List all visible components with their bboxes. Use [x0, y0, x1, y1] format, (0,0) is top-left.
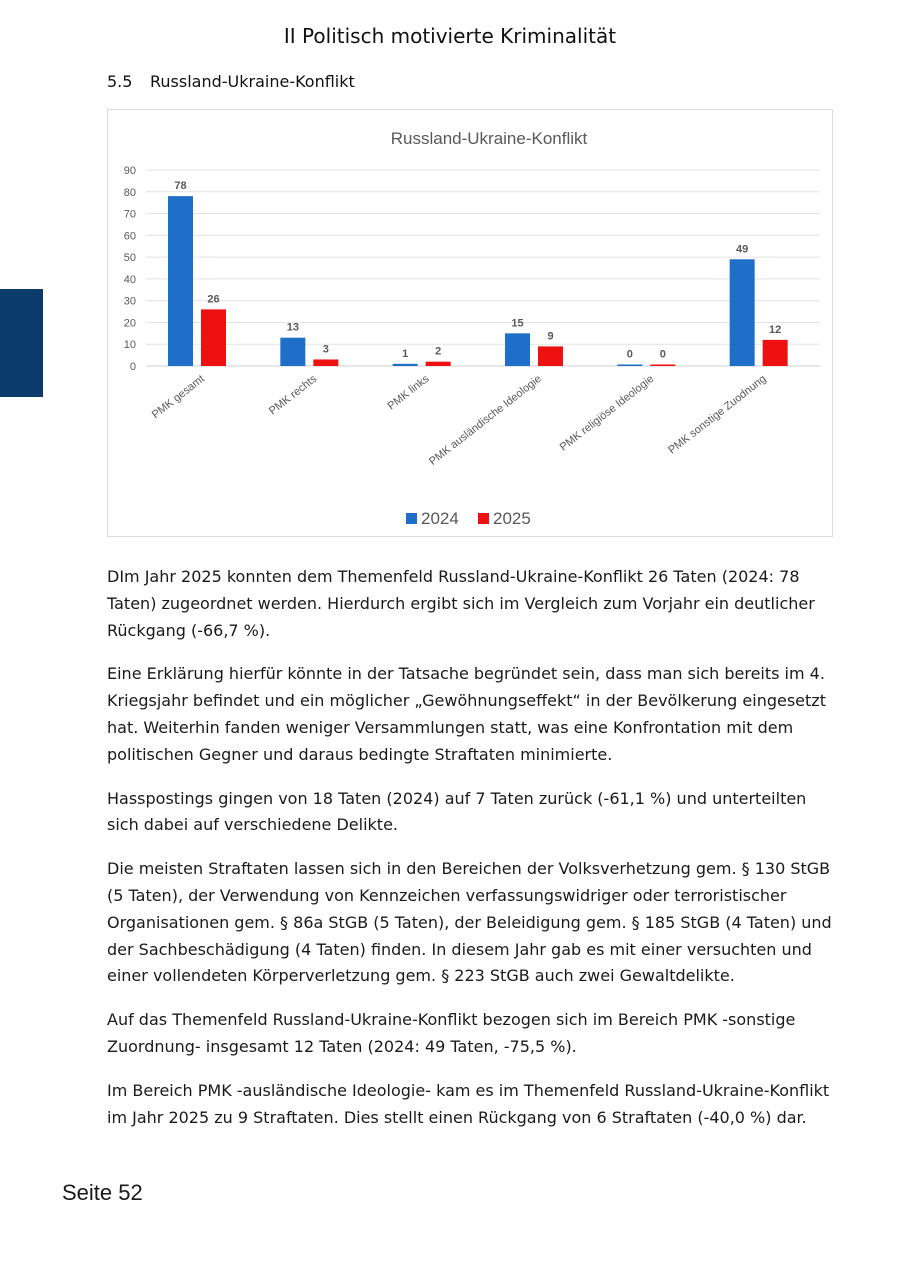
bar	[201, 309, 226, 366]
data-label: 0	[659, 348, 666, 361]
bar	[505, 333, 530, 366]
x-tick-label: PMK ausländische Ideologie	[427, 372, 544, 468]
y-tick-label: 90	[123, 165, 136, 177]
y-tick-label: 40	[123, 273, 136, 286]
paragraph: DIm Jahr 2025 konnten dem Themenfeld Russland-Ukraine-Konflikt 26 Taten (2024: 78 Taten) zugeordnet werden. Hierdurch ergibt sich im Vergleich zum Vorjahr ein deutlicher Rückgang (-66,7 %).	[107, 567, 815, 640]
section-heading	[107, 72, 355, 91]
data-label: 3	[322, 343, 329, 356]
legend-swatch	[406, 513, 417, 524]
y-tick-label: 20	[123, 317, 136, 330]
data-label: 15	[511, 317, 524, 330]
x-tick-label: PMK sonstige Zuodnung	[666, 372, 769, 457]
bar	[538, 346, 563, 366]
paragraph: Die meisten Straftaten lassen sich in den Bereichen der Volksverhetzung gem. § 130 StGB (5 Taten), der Verwendung von Kennzeichen verfassungswidriger oder terroristischer Organisationen gem. § 86a StGB (5 Taten), der Beleidigung gem. § 185 StGB (4 Taten) und der Sachbeschädigung (4 Taten) finden. In diesem Jahr gab es mit einer versuchten und einer vollendeten Körperverletzung gem. § 223 StGB auch zwei Gewaltdelikte.	[107, 859, 832, 986]
x-tick-label: PMK links	[385, 372, 432, 413]
paragraph: Im Bereich PMK -ausländische Ideologie- kam es im Themenfeld Russland-Ukraine-Konflikt im Jahr 2025 zu 9 Straftaten. Dies stellt einen Rückgang von 6 Straftaten (-40,0 %) dar.	[107, 1080, 830, 1127]
data-label: 0	[626, 348, 633, 361]
paragraph: Auf das Themenfeld Russland-Ukraine-Konflikt bezogen sich im Bereich PMK -sonstige Zuordnung- insgesamt 12 Taten (2024: 49 Taten, -75,5 %).	[107, 1010, 796, 1056]
data-label: 13	[286, 321, 299, 334]
data-label: 1	[402, 347, 409, 360]
data-label: 26	[207, 293, 220, 306]
data-label: 2	[435, 345, 442, 358]
y-tick-label: 0	[129, 361, 136, 373]
chart-title: Russland-Ukraine-Konflikt	[390, 129, 588, 148]
bar	[280, 338, 305, 366]
bar-chart-svg	[108, 110, 832, 536]
x-tick-label: PMK gesamt	[149, 372, 207, 422]
legend-label: 2025	[493, 509, 531, 528]
bar	[650, 365, 675, 367]
bar-chart	[107, 109, 833, 537]
bar	[617, 365, 642, 367]
y-tick-label: 70	[123, 208, 136, 221]
legend-label: 2024	[421, 509, 459, 528]
bar	[168, 196, 193, 366]
paragraph: Eine Erklärung hierfür könnte in der Tatsache begründet sein, dass man sich bereits im 4. Kriegsjahr befindet und ein möglicher „Gewöhnungseffekt“ in der Bevölkerung eingesetzt hat. Weiterhin fanden weniger Versammlungen statt, was eine Konfrontation mit dem politischen Gegner und daraus bedingte Straftaten minimierte.	[107, 664, 826, 764]
chapter-side-tab	[0, 289, 43, 397]
section-title: Russland-Ukraine-Konflikt	[150, 72, 355, 91]
bar	[763, 340, 788, 366]
y-tick-label: 10	[123, 339, 136, 352]
legend-swatch	[478, 513, 489, 524]
data-label: 49	[736, 243, 749, 256]
y-tick-label: 50	[123, 252, 136, 265]
bar	[730, 259, 755, 366]
bar	[313, 359, 338, 366]
section-number: 5.5	[107, 72, 133, 91]
body-text	[107, 564, 842, 1148]
bar	[393, 364, 418, 366]
chapter-title: II Politisch motivierte Kriminalität	[283, 24, 617, 48]
y-tick-label: 30	[123, 295, 136, 308]
y-tick-label: 60	[123, 230, 136, 243]
bar	[426, 362, 451, 366]
x-tick-label: PMK rechts	[266, 372, 320, 418]
y-tick-label: 80	[123, 186, 136, 199]
data-label: 9	[547, 330, 554, 343]
x-tick-label: PMK religiöse Ideologie	[557, 372, 657, 454]
data-label: 12	[769, 323, 782, 336]
data-label: 78	[174, 180, 187, 193]
paragraph: Hasspostings gingen von 18 Taten (2024) auf 7 Taten zurück (-61,1 %) und unterteilten sich dabei auf verschiedene Delikte.	[107, 788, 807, 835]
page-number: Seite 52	[62, 1180, 143, 1205]
